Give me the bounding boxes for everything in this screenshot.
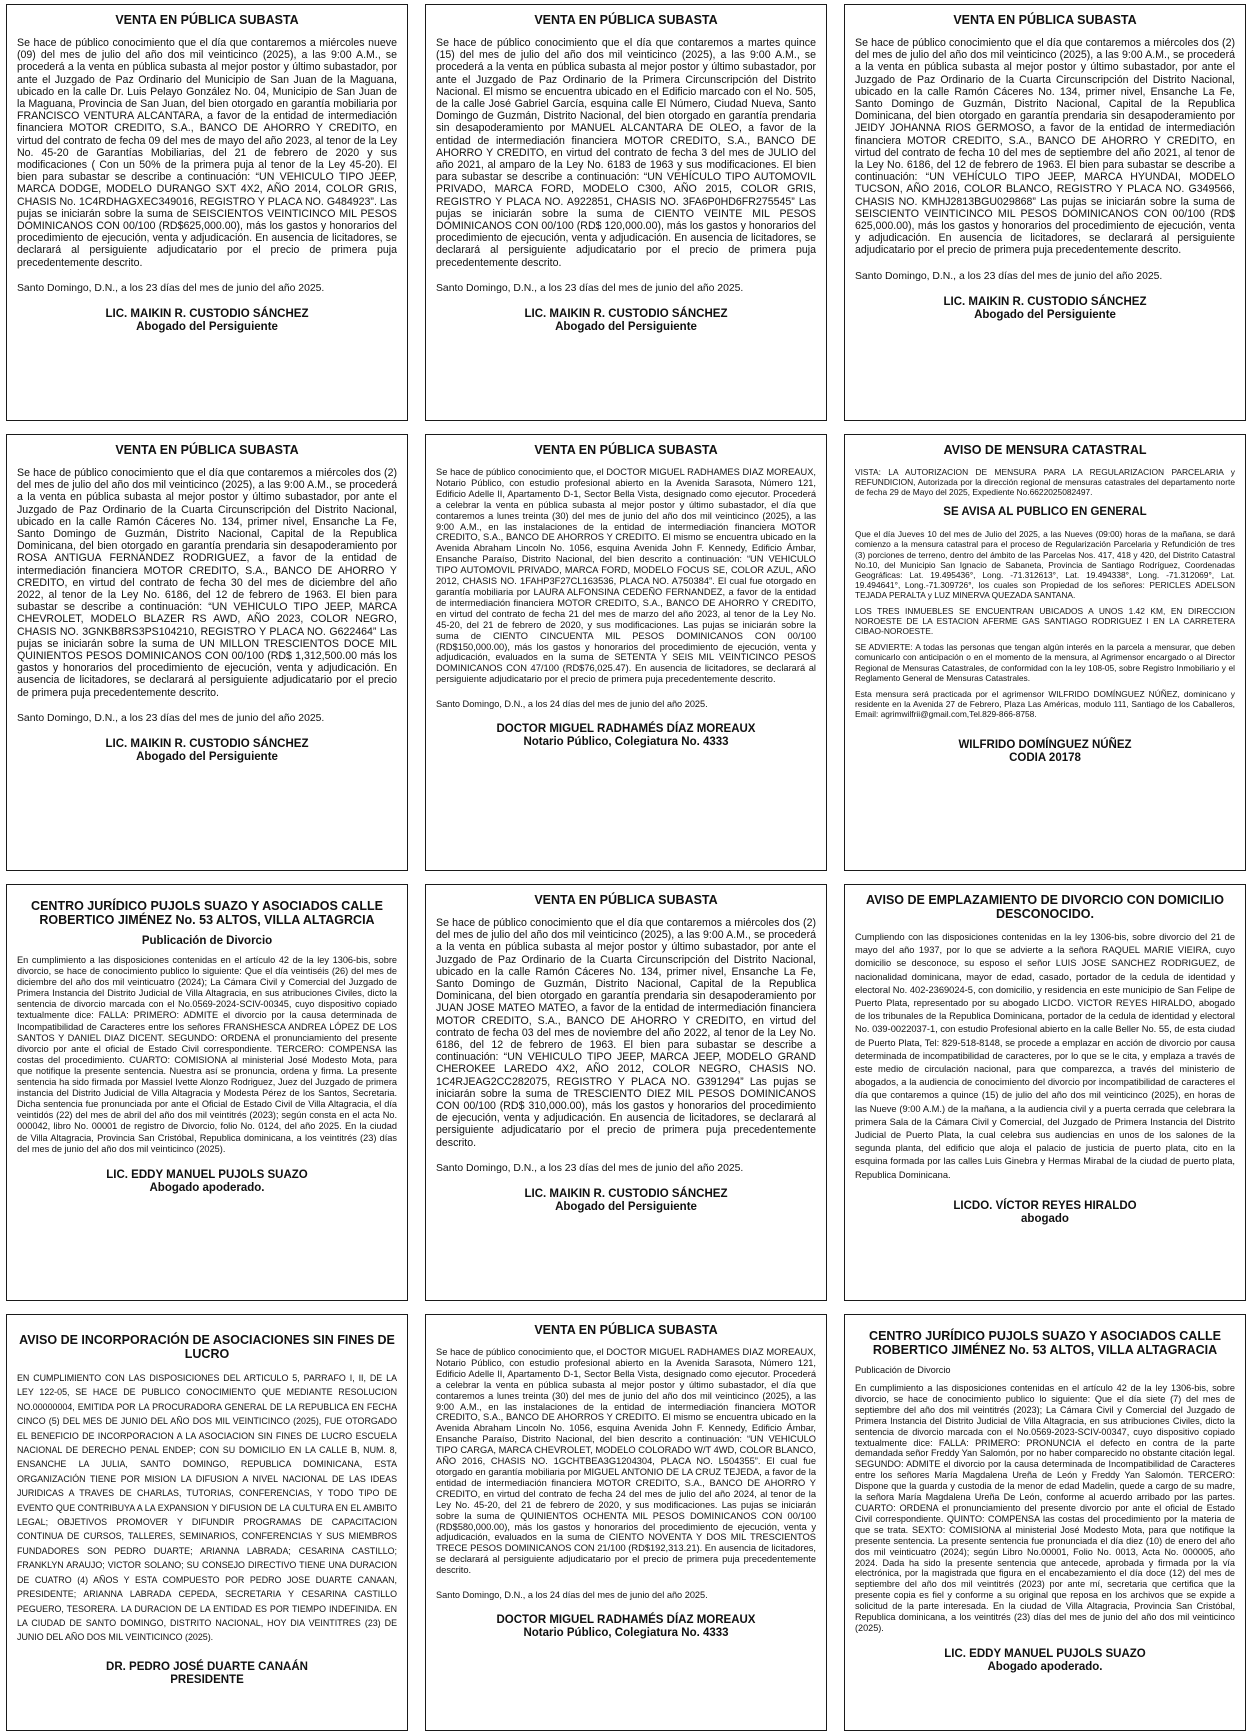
notice-paragraph: Se hace de público conocimiento que el día que contaremos a miércoles nueve (09) del mes de julio del año dos mil veinticinco (2025), a las 9:00 A.M., se procederá a la venta en pública subasta al mejor postor y último subastador, por ante el Juzgado de Paz Ordinario del Municipio de San Juan de la Maguana, ubicado en la calle Dr. Luis Pelayo González No. 04, Municipio de San Juan de la Maguana, Provincia de San Juan, del bien otorgado en garantía mobiliaria por FRANCISCO VENTURA ALCANTARA, a favor de la entidad de intermediación financiera MOTOR CREDITO, S.A., BANCO DE AHORRO Y CREDITO, en virtud del contrato de fecha 09 del mes de mayo del año 2023, al tenor de la Ley No. 45-20 de Garantías Mobiliarias, del 21 de febrero de 2020 y sus modificaciones ( Con un 50% de la primera puja al tenor de la Ley 45-20). El bien para subastar se describe a continuación: “UN VEHICULO TIPO JEEP, MARCA DODGE, MODELO DURANGO SXT 4X2, AÑO 2014, COLOR GRIS, CHASIS No. 1C4RDHAGXEC349016, REGISTRO Y PLACA NO. G484923”. Las pujas se iniciarán sobre la suma de SEISCIENTOS VEINTICINCO MIL PESOS DOMINICANOS CON 00/100 (RD$625,000.00), más los gastos y honorarios del procedimiento de ejecución, venta y adjudicación. En ausencia de licitadores, se declarará al persiguiente adjudicatario por el precio de primera puja precedentemente descrito. <box>17 37 397 269</box>
notice-signature <box>17 1169 397 1195</box>
signature-name: LIC. MAIKIN R. CUSTODIO SÁNCHEZ <box>105 737 309 750</box>
signature-role: Abogado apoderado. <box>149 1181 265 1194</box>
notice-paragraph: Se hace de público conocimiento que el día que contaremos a miércoles dos (2) del mes de julio del año dos mil veinticinco (2025), a las 9:00 A.M., se procederá a la venta en pública subasta al mejor postor y último subastador, por ante el Juzgado de Paz Ordinario de la Cuarta Circunscripción del Distrito Nacional, ubicado en la calle Ramón Cáceres No. 134, primer nivel, Ensanche La Fe, Santo Domingo de Guzmán, Distrito Nacional, Capital de la Republica Dominicana, del bien otorgado en garantía prendaria sin desapoderamiento por JEIDY JOHANNA RIOS GERMOSO, a favor de la entidad de intermediación financiera MOTOR CREDITO, S.A., BANCO DE AHORRO Y CREDITO, en virtud del contrato de fecha 10 del mes de septiembre del año 2021, al tenor de la Ley No. 6186, del 12 de febrero de 1963. El bien para subastar se describe a continuación: “UN VEHÍCULO TIPO JEEP, MARCA HYUNDAI, MODELO TUCSON, AÑO 2016, COLOR BLANCO, REGISTRO Y PLACA NO. G349566, CHASIS NO. KMHJ2813BGU029868” Las pujas se iniciarán sobre la suma de SEISCIENTO VEINTICINCO MIL PESOS DOMINICANOS CON 00/100 (RD$ 625,000.00), más los gastos y honorarios del procedimiento de ejecución, venta y adjudicación. En ausencia de licitadores, se declarará al persiguiente adjudicatario por el precio de primera puja precedentemente descrito. <box>855 37 1235 257</box>
notice-title: VENTA EN PÚBLICA SUBASTA <box>534 893 718 907</box>
notice-date: Santo Domingo, D.N., a los 23 días del mes de junio del año 2025. <box>855 270 1163 282</box>
signature-name: LIC. MAIKIN R. CUSTODIO SÁNCHEZ <box>524 1187 728 1200</box>
notice-paragraph: Se hace de público conocimiento que el día que contaremos a miércoles dos (2) del mes de julio del año dos mil veinticinco (2025), a las 9:00 A.M., se procederá a la venta en pública subasta al mejor postor y último subastador, por ante el Juzgado de Paz Ordinario de la Cuarta Circunscripción del Distrito Nacional, ubicado en la calle Ramón Cáceres No. 134, primer nivel, Ensanche La Fe, Santo Domingo de Guzmán, Distrito Nacional, Capital de la Republica Dominicana, del bien otorgado en garantía prendaria sin desapoderamiento por JUAN JOSE MATEO MATEO, a favor de la entidad de intermediación financiera MOTOR CREDITO, S.A., BANCO DE AHORRO Y CREDITO, en virtud del contrato de fecha 03 del mes de noviembre del año 2022, al tenor de la Ley No. 6186, del 12 de febrero de 1963. El bien para subastar se describe a continuación: “UN VEHICULO TIPO JEEP, MARCA JEEP, MODELO GRAND CHEROKEE LAREDO 4X2, AÑO 2012, COLOR NEGRO, CHASIS NO. 1C4RJEAG2CC282075, REGISTRO Y PLACA NO. G391294” Las pujas se iniciarán sobre la suma de TRESCIENTO DIEZ MIL PESOS DOMINICANOS CON 00/100 (RD$ 310,000.00), más los gastos y honorarios del procedimiento de ejecución, venta y adjudicación. En ausencia de licitadores, se declarará al persiguiente adjudicatario por el precio de primera puja precedentemente descrito. <box>436 917 816 1149</box>
signature-name: DR. PEDRO JOSÉ DUARTE CANAÁN <box>106 1660 308 1673</box>
notice-subasta-notario-2 <box>425 1314 827 1731</box>
notice-paragraph: Esta mensura será practicada por el agrimensor WILFRIDO DOMÍNGUEZ NÚÑEZ, dominicano y residente en la Avenida 27 de Febrero, Plaza Las Américas, modulo 111, Santiago de los Caballeros, Email: agrimwilfrii@gmail.com,Tel.829-866-8758. <box>855 688 1235 719</box>
notice-title: CENTRO JURÍDICO PUJOLS SUAZO Y ASOCIADOS CALLE ROBERTICO JIMÉNEZ No. 53 ALTOS, VILLA ALTAGRCIA <box>31 899 383 927</box>
notice-body <box>436 917 816 1155</box>
notice-paragraph: LOS TRES INMUEBLES SE ENCUENTRAN UBICADOS A UNOS 1.42 KM, EN DIRECCION NOROESTE DE LA ESTACION AFERME GAS SANTIAGO RODRIGUEZ I EN LA CARRETERA CIBAO-NOROESTE. <box>855 606 1235 637</box>
notice-title: AVISO DE INCORPORACIÓN DE ASOCIACIONES SIN FINES DE LUCRO <box>19 1333 395 1361</box>
notice-subasta-5 <box>425 884 827 1301</box>
notice-body <box>855 1383 1235 1640</box>
notice-title: AVISO DE EMPLAZAMIENTO DE DIVORCIO CON DOMICILIO DESCONOCIDO. <box>866 893 1224 921</box>
notice-incorporacion-asociacion <box>6 1314 408 1731</box>
notice-paragraph: Se hace de público conocimiento que el día que contaremos a martes quince (15) del mes de julio del año dos mil veinticinco (2025), a las 9:00 A.M., se procederá a la venta en pública subasta al mejor postor y último subastador, por ante el Juzgado de Paz Ordinario de la Primera Circunscripción del Distrito Nacional. El mismo se encuentra ubicado en el Edificio marcado con el No. 505, de la calle José Gabriel García, esquina calle El Número, Ciudad Nueva, Santo Domingo de Guzmán, Distrito Nacional, del bien otorgado en garantía prendaria sin desapoderamiento por MANUEL ALCANTARA DE OLEO, a favor de la entidad de intermediación financiera MOTOR CREDITO, S.A., BANCO DE AHORRO Y CREDITO, en virtud del contrato de fecha 3 del mes de JULIO del año 2021, al amparo de la Ley No. 6183 de 1963 y sus modificaciones. El bien para subastar se describe a continuación: “UN VEHÍCULO TIPO AUTOMOVIL PRIVADO, MARCA FORD, MODELO C300, AÑO 2015, COLOR GRIS, REGISTRO Y PLACA NO. A922851, CHASIS NO. 3FA6P0HD6FR275545” Las pujas se iniciarán sobre la suma de CIENTO VEINTE MIL PESOS DOMINICANOS CON 00/100 (RD$ 120,000.00), más los gastos y honorarios del procedimiento de ejecución, venta y adjudicación. En ausencia de licitadores, se declarará al persiguiente adjudicatario por el precio de primera puja precedentemente descrito. <box>436 37 816 269</box>
notice-title: VENTA EN PÚBLICA SUBASTA <box>534 1323 718 1337</box>
notice-paragraph: Se hace de público conocimiento que, el DOCTOR MIGUEL RADHAMES DIAZ MOREAUX, Notario Público, con estudio profesional abierto en la Avenida Sarasota, Número 121, Edificio Adelle II, Apartamento D-1, Sector Bella Vista, designado como ejecutor. Procederá a celebrar la venta en pública subasta al mejor postor y último subastador, el día que contaremos a lunes treinta (30) del mes de junio del año dos mil veinticinco (2025), a las 9:00 A.M., en las instalaciones de la entidad de intermediación financiera MOTOR CREDITO, S.A., BANCO DE AHORROS Y CREDITO. El mismo se encuentra ubicado en la Avenida Abraham Lincoln No. 1056, esquina Avenida John F. Kennedy, Edificio Ámbar, Ensanche Paraíso, Distrito Nacional, del bien descrito a continuación: “UN VEHICULO TIPO AUTOMOVIL PRIVADO, MARCA FORD, MODELO FOCUS SE, COLOR AZUL, AÑO 2012, CHASIS NO. 1FAHP3F27CL163536, PLACA NO. A750384”. El cual fue otorgado en garantía mobiliaria por LAURA ALFONSINA CEDEÑO FERNANDEZ, a favor de la entidad de intermediación financiera MOTOR CREDITO, S.A., BANCO DE AHORRO Y CREDITO, en virtud del contrato de fecha 21 del mes de marzo del año 2023, al tenor de la Ley No. 45-20, del 21 de febrero de 2020, y sus modificaciones. Las pujas se iniciarán sobre la suma de CIENTO CINCUENTA MIL PESOS DOMINICANOS CON 00/100 (RD$150,000.00), más los gastos y honorarios del procedimiento de ejecución, venta y adjudicación, evaluados en la suma de SETENTA Y SEIS MIL VEINTICINCO PESOS DOMINICANOS CON 47/100 (RD$76,025.47). En ausencia de licitadores, se declarará al persiguiente adjudicatario por el precio de primera puja precedentemente descrito. <box>436 467 816 685</box>
signature-role: Abogado del Persiguiente <box>555 1200 697 1213</box>
notice-title: AVISO DE MENSURA CATASTRAL <box>943 443 1147 457</box>
signature-role: Abogado apoderado. <box>987 1660 1103 1673</box>
notice-body <box>855 467 1235 725</box>
notice-body <box>17 467 397 705</box>
signature-name: LICDO. VÍCTOR REYES HIRALDO <box>953 1199 1137 1212</box>
notice-paragraph: En cumplimiento a las disposiciones contenidas en el artículo 42 de la ley 1306-bis, sobre divorcio, se hace de conocimiento publico lo siguiente: Que el día siete (7) del mes de septiembre del año dos mil veintitrés (2023); La Cámara Civil y Comercial del Juzgado de Primera Instancia del Distrito Judicial de Villa Altagracia, en sus atribuciones Civiles, dicto la sentencia de divorcio marcada con el No.0569-2023-SCIV-00347, cuyo dispositivo copiado textualmente dice: FALLA: PRIMERO: PRONUNCIA el defecto en contra de la parte demandada señor Freddy Yan Salomón, por no haber comparecido no obstante citación legal. SEGUNDO: ADMITE el divorcio por la causa determinada de Incompatibilidad de Caracteres entre los señores María Magdalena Ureña de León y Freddy Yan Salomón. TERCERO: Dispone que la guarda y custodia de la menor de edad Madelin, quede a cargo de su madre, la señora María Magdalena Ureña De León, conforme al acuerdo arribado por las partes. CUARTO: ORDENA el pronunciamiento del presente divorcio por ante el oficial de Estado Civil correspondiente. QUINTO: COMPENSA las costas del procedimiento por la materia de que se trata. SEXTO: COMISIONA al ministerial José Modesto Mota, para que notifique la presente sentencia. La presente sentencia fue pronunciada el día diez (10) de enero del año dos mil veinticuatro (2024); según Libro No.00001, Folio No. 0013, Acta No. 000005, año 2024. Dada ha sido la presente sentencia que antecede, aprobada y firmada por la vía electrónica, por la magistrada que figura en el encabezamiento el día doce (12) del mes de septiembre del año dos mil veintitrés (2023) por ante mí, secretaria que certifica que la presente copia es fiel y conforme a su original que reposa en los archivos que se expide a solicitud de la parte interesada. En la ciudad de Villa Altagracia, Provincia San Cristóbal, Republica dominicana, a los veintitrés (23) días del mes de junio del año dos mil veinticinco (2025). <box>855 1383 1235 1633</box>
notice-signature <box>17 738 397 764</box>
signature-name: LIC. EDDY MANUEL PUJOLS SUAZO <box>106 1168 308 1181</box>
notice-body <box>436 467 816 691</box>
notice-paragraph: VISTA: LA AUTORIZACION DE MENSURA PARA LA REGULARIZACION PARCELARIA y REFUNDICION, Autorizada por la dirección regional de mensuras catastrales del departamento norte de fecha 29 de Mayo del 2025, Expediente No.6622025082497. <box>855 467 1235 498</box>
notice-body <box>17 955 397 1161</box>
signature-role: Abogado del Persiguiente <box>136 750 278 763</box>
notice-body <box>855 37 1235 263</box>
notice-date: Santo Domingo, D.N., a los 23 días del mes de junio del año 2025. <box>436 282 744 294</box>
signature-role: Abogado del Persiguiente <box>136 320 278 333</box>
notice-body <box>436 1347 816 1582</box>
notice-subasta-1 <box>6 4 408 421</box>
notice-body <box>17 37 397 275</box>
notice-paragraph: Que el día Jueves 10 del mes de Julio del 2025, a las Nueves (09:00) horas de la mañana, se dará comienzo a la mensura catastral para el proceso de Regularización Parcelaria y Refundición de tres (3) porciones de terreno, dentro del ámbito de las Parcelas Nos. 417, 418 y 420, del Distrito Catastral No.10, del Municipio San Ignacio de Sabaneta, Provincia de Santiago Rodríguez, Coordenadas Geográficas: Lat. 19.495436°, Long. -71.312613°, Lat. 19.494338°, Long. -71.312069°, Lat. 19.494641°, Long.-71.309726°, los cuales son Propiedad de los señores: PERICLES ADELSON TEJADA PERALTA y LUZ MINERVA QUEZADA SANTANA. <box>855 529 1235 600</box>
signature-name: LIC. MAIKIN R. CUSTODIO SÁNCHEZ <box>943 295 1147 308</box>
notice-signature <box>436 723 816 749</box>
signature-role: Abogado del Persiguiente <box>555 320 697 333</box>
notice-heading: SE AVISA AL PUBLICO EN GENERAL <box>943 506 1147 519</box>
notice-subtitle: Publicación de Divorcio <box>855 1365 951 1375</box>
notice-paragraph: Se hace de público conocimiento que, el DOCTOR MIGUEL RADHAMES DIAZ MOREAUX, Notario Público, con estudio profesional abierto en la Avenida Sarasota, Número 121, Edificio Adelle II, Apartamento D-1, Sector Bella Vista, designado como ejecutor. Procederá a celebrar la venta en pública subasta al mejor postor y último subastador, el día que contaremos a lunes treinta (30) del mes de junio del año dos mil veinticinco (2025), a las 9:00 A.M., en las instalaciones de la entidad de intermediación financiera MOTOR CREDITO, S.A., BANCO DE AHORROS Y CREDITO. El mismo se encuentra ubicado en la Avenida Abraham Lincoln No. 1056, esquina Avenida John F. Kennedy, Edificio Ámbar, Ensanche Paraíso, Distrito Nacional, del bien descrito a continuación: “UN VEHICULO TIPO CARGA, MARCA CHEVROLET, MODELO COLORADO W/T 4WD, COLOR BLANCO, AÑO 2016, CHASIS NO. 1GCHTBEA3G1204304, PLACA NO. L504355”. El cual fue otorgado en garantía mobiliaria por MIGUEL ANTONIO DE LA CRUZ TEJEDA, a favor de la entidad de intermediación financiera MOTOR CREDITO, S.A., BANCO DE AHORRO Y CREDITO, en virtud del contrato de fecha 24 del mes de julio del año 2024, al tenor de la Ley No. 45-20, del 21 de febrero de 2020, y sus modificaciones. Las pujas se iniciarán sobre la suma de QUINIENTOS OCHENTA MIL PESOS DOMINICANOS CON 00/100 (RD$580,000.00), más los gastos y honorarios del procedimiento de ejecución, venta y adjudicación, evaluados en la suma de CIENTO NOVENTA Y DOS MIL TRESCIENTOS TRECE PESOS DOMINICANOS CON 21/100 (RD$192,313.21). En ausencia de licitadores, se declarará al persiguiente adjudicatario por el precio de primera puja precedentemente descrito. <box>436 1347 816 1576</box>
signature-name: LIC. MAIKIN R. CUSTODIO SÁNCHEZ <box>105 307 309 320</box>
signature-role: PRESIDENTE <box>170 1673 244 1686</box>
notice-date: Santo Domingo, D.N., a los 23 días del mes de junio del año 2025. <box>17 712 325 724</box>
notice-signature <box>436 308 816 334</box>
notice-title: VENTA EN PÚBLICA SUBASTA <box>534 443 718 457</box>
notice-body <box>855 931 1235 1188</box>
notice-signature <box>436 1188 816 1214</box>
classified-ads-page <box>6 4 1246 1730</box>
notice-date: Santo Domingo, D.N., a los 24 días del mes de junio del año 2025. <box>436 699 708 710</box>
notice-title: VENTA EN PÚBLICA SUBASTA <box>115 13 299 27</box>
signature-role: Abogado del Persiguiente <box>974 308 1116 321</box>
notice-paragraph: Cumpliendo con las disposiciones contenidas en la ley 1306-bis, sobre divorcio del 21 de mayo del año 1937, por lo que se advierte a la señora RAQUEL MARIE VIEIRA, cuyo domicilio se desconoce, su esposo el señor LUIS JOSE SANCHEZ RODRIGUEZ, de nacionalidad dominicana, mayor de edad, casado, portador de la cedula de identidad y electoral No. 402-2369024-5, con domicilio, y residencia en este municipio de San Felipe de Puerto Plata, representado por su abogado LICDO. VICTOR REYES HIRALDO, abogado de los tribunales de la Republica Dominicana, portador de la cedula de identidad y electoral No. 039-0022037-1, con estudio Profesional abierto en la calle Beller No. 55, de esta ciudad de Puerto Plata, Tel: 829-518-8148, se procede a emplazar en acción de divorcio por causa determinada de incompatibilidad de caracteres, por lo que se le cita, y emplaza a través de este medio de circulación nacional, para que comparezca, a través del ministerio de abogados, a la audiencia de conocimiento del divorcio por incompatibilidad de caracteres el día que contaremos a quince (15) de julio del año dos mil veinticinco (2025), en horas de las Nueve (9:00 A.M.) de la mañana, a la audiencia civil y a puerta cerrada que celebrara la primera Sala de la Cámara Civil y Comercial, del Juzgado de Primera Instancia del Distrito Judicial de Puerto Plata, la cual celebra sus audiencias en unos de los salones de la segunda planta, del edificio que aloja el palacio de justicia de puerto plata, cito en la esquina formada por las calles Luis Ginebra y Hermas Mirabal de la ciudad de puerto plata, Republica Dominicana. <box>855 932 1235 1180</box>
notice-title: CENTRO JURÍDICO PUJOLS SUAZO Y ASOCIADOS CALLE ROBERTICO JIMÉNEZ No. 53 ALTOS, VILLA ALTAGRACIA <box>869 1329 1221 1357</box>
notice-signature <box>855 1648 1235 1674</box>
notice-paragraph: EN CUMPLIMIENTO CON LAS DISPOSICIONES DEL ARTICULO 5, PARRAFO I, II, DE LA LEY 122-05, SE HACE DE PUBLICO CONOCIMIENTO QUE MEDIANTE RESOLUCION NO.00000004, EMITIDA POR LA PROCURADORA GENERAL DE LA REPUBLICA EN FECHA CINCO (5) DEL MES DE JUNIO DEL AÑO DOS MIL VEINTICINCO (2025), FUE OTORGADO EL BENEFICIO DE INCORPORACION A LA ASOCIACION SIN FINES DE LUCRO ESCUELA NACIONAL DE DERECHO PENAL ENDEP; CON SU DOMICILIO EN LA CALLE B, NUM. 8, ENSANCHE LA JULIA, SANTO DOMINGO, REPUBLICA DOMINICANA, ESTA ORGANIZACIÓN TIENE POR MISION LA DIFUSION A NIVEL NACIONAL DE LAS IDEAS JURIDICAS A TRAVES DE CHARLAS, TUTORIAS, CONFERENCIAS, Y TODO TIPO DE EVENTO QUE CONTRIBUYA A LA EXPANSION Y DIFUSION DE LA CULTURA EN EL AMBITO LEGAL; OBJETIVOS PROMOVER Y DIFUNDIR PROGRAMAS DE CAPACITACION CONTINUA DE CURSOS, TALLERES, SEMINARIOS, CONFERENCIAS Y SUS MIEMBROS FUNDADORES SON PEDRO DUARTE; ARIANNA LABRADA; CESARINA CASTILLO; FRANKLYN ARAUJO; VICTOR SOLANO; SU CONSEJO DIRECTIVO TIENE UNA DURACION DE CUATRO (4) AÑOS Y ESTA COMPUESTO POR PEDRO JOSE DUARTE CANAAN, PRESIDENTE; ARIANNA LABRADA CEPEDA, SECRETARIA Y CESARINA CASTILLO PEGUERO, TESORERA. LA DURACION DE LA ENTIDAD ES POR TIEMPO INDEFINIDA. EN LA CIUDAD DE SANTO DOMINGO, DISTRITO NACIONAL, HOY DIA VEINTITRES (23) DE JUNIO DEL AÑO DOS MIL VEINTICINCO (2025). <box>17 1373 397 1643</box>
signature-role: abogado <box>1021 1212 1069 1225</box>
notice-signature <box>436 1614 816 1640</box>
notice-date: Santo Domingo, D.N., a los 24 días del mes de junio del año 2025. <box>436 1590 708 1601</box>
signature-name: DOCTOR MIGUEL RADHAMÉS DÍAZ MOREAUX <box>496 723 756 736</box>
notice-subtitle: Publicación de Divorcio <box>141 935 273 947</box>
notice-paragraph: SE ADVIERTE: A todas las personas que tengan algún interés en la parcela a mensurar, que deben comunicarlo con anticipación o en el momento de la mensura, al Agrimensor encargado o al Director Regional de Mensuras Catastrales, de conformidad con la ley 108-05, sobre Registro Inmobiliario y el Reglamento General de Mensuras Catastrales. <box>855 642 1235 683</box>
notice-signature <box>855 1200 1235 1226</box>
signature-name: LIC. EDDY MANUEL PUJOLS SUAZO <box>944 1647 1146 1660</box>
notice-body <box>436 37 816 275</box>
signature-role: CODIA 20178 <box>1009 751 1081 764</box>
notice-mensura-catastral <box>844 434 1246 871</box>
notice-subasta-4 <box>6 434 408 871</box>
notice-paragraph: En cumplimiento a las disposiciones contenidas en el artículo 42 de la ley 1306-bis, sobre divorcio, se hace de conocimiento publico lo siguiente: Que el día veintiséis (26) del mes de diciembre del año dos mil veinticuatro (2024); La Cámara Civil y Comercial del Juzgado de Primera Instancia del Distrito Judicial de Villa Altagracia, en sus atribuciones Civiles, dicto la sentencia de divorcio marcada con el No.0569-2024-SCIV-00345, cuyo dispositivo copiado textualmente dice: FALLA: PRIMERO: ADMITE el divorcio por la causa determinada de Incompatibilidad de Caracteres entre los señores FRANSHESCA ANDREA LÓPEZ DE LOS SANTOS Y DANIEL DIAZ DICENT. SEGUNDO: ORDENA el pronunciamiento del presente divorcio por ante el oficial de Estado Civil correspondiente. TERCERO: COMPENSA las costas del procedimiento. CUARTO: COMISIONA al ministerial José Modesto Mota, para que notifique la presente sentencia. Nuestra así se pronuncia, ordena y firma. La presente sentencia ha sido firmada por Massiel Ivette Alonzo Rodriguez, Juez del Juzgado de primera instancia del Distrito Judicial de Villa Altagracia y Modesta Pérez de los Santos, Secretaria. Dicha sentencia fue pronunciada por ante el Oficial de Estado Civil de Villa Altagracia, el día veintidós (22) del mes de abril del año dos mil veintitrés (2023); según consta en el acta No. 000042, libro No. 00001 de registro de Divorcio, folio No. 0124, del año 2025. En la ciudad de Villa Altagracia, Provincia San Cristóbal, Republica dominicana, a los veintitrés (23) días del mes de junio del año dos mil veinticinco (2025). <box>17 955 397 1154</box>
notice-date: Santo Domingo, D.N., a los 23 días del mes de junio del año 2025. <box>17 282 325 294</box>
signature-role: Notario Público, Colegiatura No. 4333 <box>523 1627 729 1640</box>
notice-date: Santo Domingo, D.N., a los 23 días del mes de junio del año 2025. <box>436 1162 744 1174</box>
notice-signature <box>17 308 397 334</box>
notice-divorcio-pujols-1 <box>6 884 408 1301</box>
notice-paragraph: Se hace de público conocimiento que el día que contaremos a miércoles dos (2) del mes de julio del año dos mil veinticinco (2025), a las 9:00 A.M., se procederá a la venta en pública subasta al mejor postor y último subastador, por ante el Juzgado de Paz Ordinario de la Cuarta Circunscripción del Distrito Nacional, ubicado en la calle Ramón Cáceres No. 134, primer nivel, Ensanche La Fe, Santo Domingo de Guzmán, Distrito Nacional, Capital de la Republica Dominicana, del bien otorgado en garantía prendaria sin desapoderamiento por ROSA ANTIGUA FERNANDEZ RODRIGUEZ, a favor de la entidad de intermediación financiera MOTOR CREDITO, S.A., BANCO DE AHORRO Y CREDITO, en virtud del contrato de fecha 30 del mes de diciembre del año 2022, al tenor de la Ley No. 6186, del 12 de febrero de 1963. El bien para subastar se describe a continuación: “UN VEHICULO TIPO JEEP, MARCA CHEVROLET, MODELO BLAZER RS AWD, AÑO 2023, COLOR NEGRO, CHASIS NO. 3GNKB8RS3PS104210, REGISTRO Y PLACA NO. G622464” Las pujas se iniciarán sobre la suma de UN MILLON TRESCIENTOS DOCE MIL QUINIENTOS PESOS DOMINICANOS CON 00/100 (RD$ 1,312,500.00 más los gastos y honorarios del procedimiento de ejecución, venta y adjudicación. En ausencia de licitadores, se declarará al persiguiente adjudicatario por el precio de primera puja precedentemente descrito. <box>17 467 397 699</box>
signature-name: LIC. MAIKIN R. CUSTODIO SÁNCHEZ <box>524 307 728 320</box>
notice-divorcio-pujols-2 <box>844 1314 1246 1731</box>
notice-signature <box>855 296 1235 322</box>
signature-name: DOCTOR MIGUEL RADHAMÉS DÍAZ MOREAUX <box>496 1614 756 1627</box>
notice-emplazamiento-divorcio <box>844 884 1246 1301</box>
notice-title: VENTA EN PÚBLICA SUBASTA <box>115 443 299 457</box>
notice-signature <box>855 739 1235 765</box>
notice-signature <box>17 1661 397 1687</box>
notice-body <box>17 1371 397 1651</box>
notice-subasta-3 <box>844 4 1246 421</box>
notice-title: VENTA EN PÚBLICA SUBASTA <box>953 13 1137 27</box>
notice-subasta-2 <box>425 4 827 421</box>
signature-name: WILFRIDO DOMÍNGUEZ NÚÑEZ <box>958 738 1132 751</box>
signature-role: Notario Público, Colegiatura No. 4333 <box>523 736 729 749</box>
notice-title: VENTA EN PÚBLICA SUBASTA <box>534 13 718 27</box>
notice-subasta-notario-1 <box>425 434 827 871</box>
